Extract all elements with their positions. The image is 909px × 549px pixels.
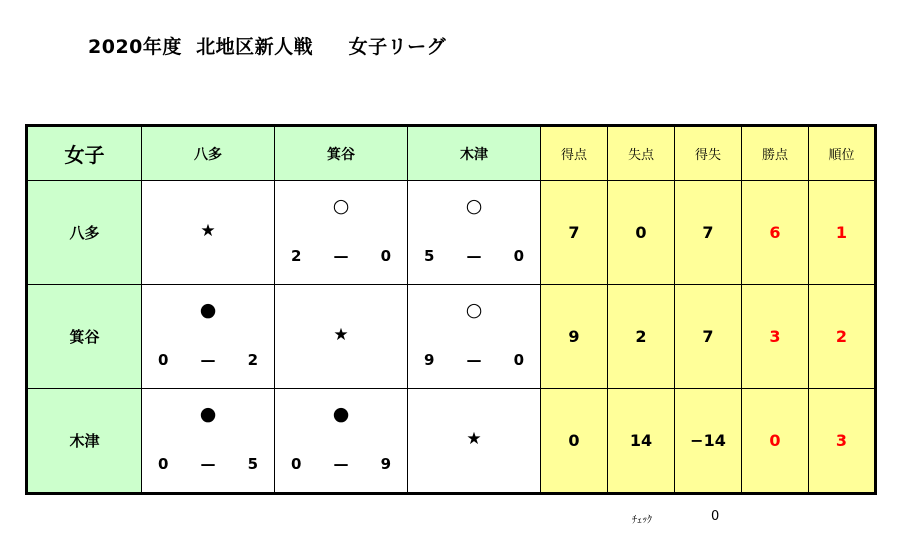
- column-header-rank: 順位: [809, 126, 876, 181]
- match-cell: [142, 285, 275, 389]
- stat-point-diff: 7: [675, 285, 742, 389]
- match-cell: [408, 285, 541, 389]
- column-header-points-against: 失点: [608, 126, 675, 181]
- score-left: 0: [158, 455, 169, 473]
- score-right: 0: [513, 351, 524, 369]
- match-cell: [275, 285, 408, 389]
- league-table: [25, 124, 877, 495]
- win-marker-icon: ○: [465, 195, 483, 217]
- score-right: 0: [513, 247, 524, 265]
- check-value: 0: [711, 509, 720, 524]
- score-dash: —: [466, 247, 482, 265]
- row-team-label: 箕谷: [27, 285, 142, 389]
- match-cell: [275, 389, 408, 494]
- stat-win-points: 3: [742, 285, 809, 389]
- score: [291, 455, 391, 473]
- match-cell: [142, 181, 275, 285]
- stat-rank: 3: [809, 389, 876, 494]
- column-header-team: 木津: [408, 126, 541, 181]
- stat-rank: 2: [809, 285, 876, 389]
- column-header-team: 八多: [142, 126, 275, 181]
- win-marker-icon: ○: [465, 299, 483, 321]
- score-dash: —: [200, 455, 216, 473]
- stat-points-for: 0: [541, 389, 608, 494]
- stat-win-points: 0: [742, 389, 809, 494]
- score: [158, 351, 258, 369]
- score-left: 5: [424, 247, 435, 265]
- stat-win-points: 6: [742, 181, 809, 285]
- match-cell: [408, 181, 541, 285]
- score-left: 0: [291, 455, 302, 473]
- corner-label: 女子: [27, 126, 142, 181]
- stat-points-against: 0: [608, 181, 675, 285]
- star-icon: ★: [333, 325, 349, 345]
- column-header-points-for: 得点: [541, 126, 608, 181]
- loss-marker-icon: ●: [199, 299, 217, 321]
- stat-points-for: 9: [541, 285, 608, 389]
- score-right: 9: [380, 455, 391, 473]
- score-right: 0: [380, 247, 391, 265]
- match-cell: [275, 181, 408, 285]
- score: [158, 455, 258, 473]
- loss-marker-icon: ●: [332, 403, 350, 425]
- score-dash: —: [200, 351, 216, 369]
- score-left: 9: [424, 351, 435, 369]
- check-label: ﾁｪｯｸ: [632, 515, 652, 526]
- score-dash: —: [466, 351, 482, 369]
- stat-points-against: 14: [608, 389, 675, 494]
- table-row: [27, 389, 876, 494]
- page-title: 2020年度 北地区新人戦 女子リーグ: [88, 36, 447, 58]
- loss-marker-icon: ●: [199, 403, 217, 425]
- table-row: [27, 285, 876, 389]
- score-dash: —: [333, 455, 349, 473]
- row-team-label: 木津: [27, 389, 142, 494]
- match-cell: [408, 389, 541, 494]
- star-icon: ★: [200, 221, 216, 241]
- score-right: 2: [247, 351, 258, 369]
- stat-point-diff: −14: [675, 389, 742, 494]
- column-header-team: 箕谷: [275, 126, 408, 181]
- score-right: 5: [247, 455, 258, 473]
- column-header-point-diff: 得失: [675, 126, 742, 181]
- score: [291, 247, 391, 265]
- header-row: [27, 126, 876, 181]
- score: [424, 351, 524, 369]
- stat-points-against: 2: [608, 285, 675, 389]
- stat-point-diff: 7: [675, 181, 742, 285]
- score: [424, 247, 524, 265]
- row-team-label: 八多: [27, 181, 142, 285]
- star-icon: ★: [466, 429, 482, 449]
- win-marker-icon: ○: [332, 195, 350, 217]
- table-row: [27, 181, 876, 285]
- score-dash: —: [333, 247, 349, 265]
- stat-rank: 1: [809, 181, 876, 285]
- stat-points-for: 7: [541, 181, 608, 285]
- score-left: 0: [158, 351, 169, 369]
- score-left: 2: [291, 247, 302, 265]
- match-cell: [142, 389, 275, 494]
- column-header-win-points: 勝点: [742, 126, 809, 181]
